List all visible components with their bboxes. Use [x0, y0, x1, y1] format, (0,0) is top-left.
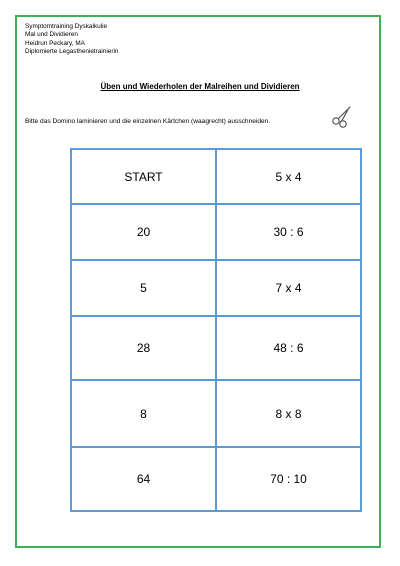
domino-cell-left: 28 — [71, 316, 216, 380]
domino-cell-left: 64 — [71, 447, 216, 511]
domino-cell-right: 7 x 4 — [216, 260, 361, 316]
domino-row — [71, 447, 361, 511]
header-line-role: Diplomierte Legasthenietrainierin — [25, 48, 119, 56]
domino-row — [71, 316, 361, 380]
domino-cell-right: 30 : 6 — [216, 204, 361, 260]
header-line-topic: Mal und Dividieren — [25, 31, 78, 39]
header-line-author: Heidrun Peckary, MA — [25, 39, 85, 47]
domino-cell-right: 70 : 10 — [216, 447, 361, 511]
domino-row — [71, 260, 361, 316]
domino-cell-right: 48 : 6 — [216, 316, 361, 380]
domino-cell-right: 8 x 8 — [216, 380, 361, 447]
domino-cell-left: 8 — [71, 380, 216, 447]
domino-row — [71, 380, 361, 447]
domino-cell-left: START — [71, 149, 216, 204]
domino-cell-right: 5 x 4 — [216, 149, 361, 204]
domino-row — [71, 149, 361, 204]
domino-cell-left: 5 — [71, 260, 216, 316]
page-title: Üben und Wiederholen der Malreihen und Dividieren — [100, 82, 300, 91]
scissors-icon — [329, 104, 353, 128]
document-header — [25, 23, 118, 57]
header-line-course: Symptomtraining Dyskalkulie — [25, 23, 108, 30]
domino-cell-left: 20 — [71, 204, 216, 260]
domino-row — [71, 204, 361, 260]
instruction-text: Bitte das Domino laminieren und die einzelnen Kärtchen (waagrecht) ausschneiden. — [25, 118, 271, 125]
domino-table — [70, 148, 362, 512]
